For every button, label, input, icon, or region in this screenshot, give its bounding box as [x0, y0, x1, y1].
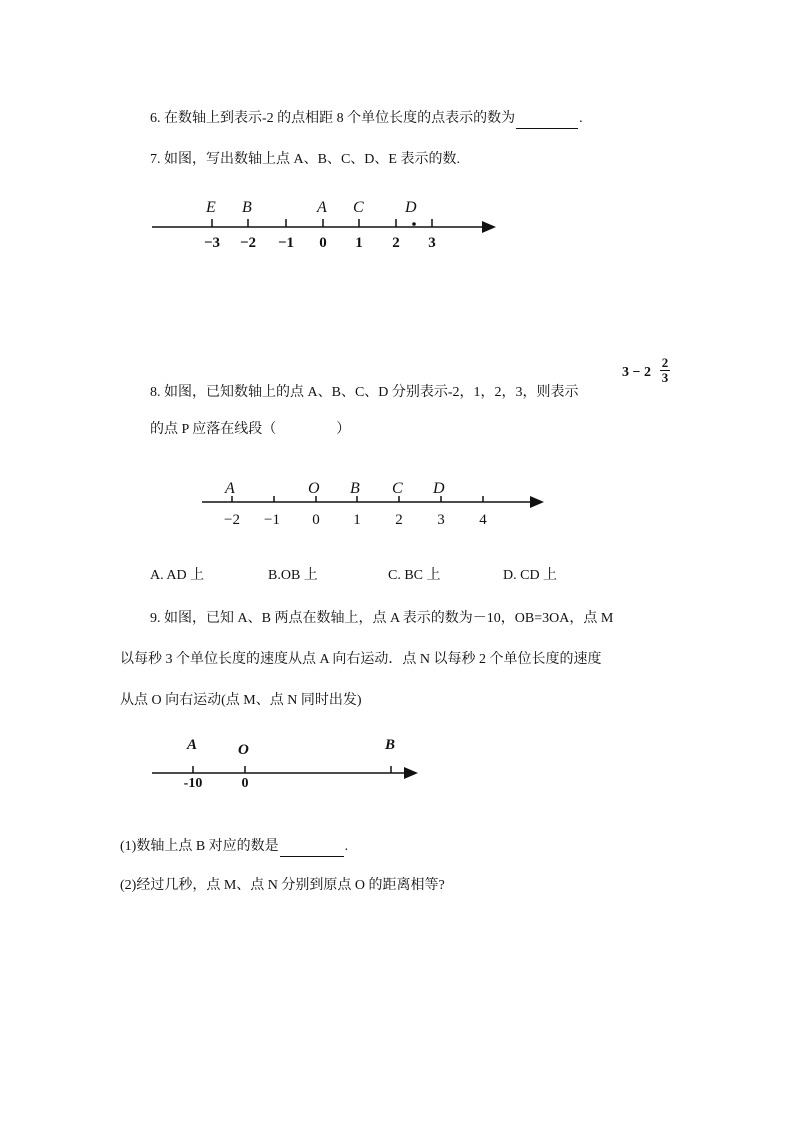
q9-point-label: O [238, 742, 249, 758]
q7-number-line [152, 199, 496, 251]
q7-point-label: C [353, 199, 364, 216]
q7-point-label: B [242, 199, 252, 216]
q8-expression-fraction [660, 356, 670, 385]
q8-arrow [530, 496, 544, 508]
q9-point-label: A [187, 737, 198, 753]
question-8-text-line1: 8. 如图，已知数轴上的点 A、B、C、D 分别表示-2，1，2，3，则表示 [150, 385, 579, 400]
q7-point-label: D [405, 199, 417, 216]
q9-tick-label: -10 [183, 776, 203, 791]
answer-blank [280, 838, 344, 857]
question-8-text-line2-start: 的点 P 应落在线段（ [150, 422, 277, 437]
option-a: A. AD 上 [150, 568, 205, 583]
question-6-text: 6. 在数轴上到表示-2 的点相距 8 个单位长度的点表示的数为 [150, 111, 516, 126]
question-9-text-line3: 从点 O 向右运动(点 M、点 N 同时出发) [120, 693, 362, 708]
q7-tick-label: 2 [392, 235, 400, 251]
q7-point-label: A [317, 199, 327, 216]
option-b: B.OB 上 [268, 568, 318, 583]
q9-tick-label: 0 [241, 776, 249, 791]
q8-tick-label: 2 [395, 512, 403, 528]
q9-number-line [152, 737, 418, 791]
question-9-sub2: (2)经过几秒，点 M、点 N 分别到原点 O 的距离相等? [120, 878, 445, 893]
q7-point-label: E [206, 199, 216, 216]
q8-tick-label: −1 [264, 512, 280, 528]
q8-expression-whole: 3 − 2 [622, 365, 651, 380]
question-8-text-line2-end: ） [336, 422, 351, 437]
fraction-numerator: 2 [661, 355, 669, 370]
question-6-end: . [579, 111, 583, 126]
q7-tick-label: −2 [239, 235, 257, 251]
q8-tick-label: 4 [479, 512, 487, 528]
q7-tick-label: 3 [428, 235, 436, 251]
q8-tick-label: 1 [353, 512, 361, 528]
question-8-text-line2 [150, 421, 350, 439]
question-7-text: 7. 如图，写出数轴上点 A、B、C、D、E 表示的数. [150, 152, 460, 167]
fraction-denominator: 3 [661, 370, 669, 385]
q7-arrow [482, 221, 496, 233]
q8-tick-label: 3 [437, 512, 445, 528]
question-9-text-line2: 以每秒 3 个单位长度的速度从点 A 向右运动．点 N 以每秒 2 个单位长度的速度 [120, 652, 602, 667]
option-c: C. BC 上 [388, 568, 441, 583]
q9-point-label: B [385, 737, 396, 753]
q7-tick-label: −1 [277, 235, 295, 251]
q9-arrow [404, 767, 418, 779]
q8-number-line [202, 480, 544, 528]
q7-point-d-dot [412, 222, 416, 226]
question-9-sub1 [120, 838, 348, 857]
q7-tick-label: 1 [355, 235, 363, 251]
q8-tick-label: 0 [312, 512, 320, 528]
q8-point-label: C [392, 480, 403, 497]
q8-point-label: D [433, 480, 445, 497]
question-9-sub1-text: (1)数轴上点 B 对应的数是 [120, 839, 279, 854]
option-d: D. CD 上 [503, 568, 558, 583]
q7-tick-label: −3 [203, 235, 221, 251]
q8-point-label: A [225, 480, 235, 497]
question-9-text-line1: 9. 如图，已知 A、B 两点在数轴上，点 A 表示的数为－10，OB=3OA，点 M [150, 611, 614, 626]
q8-tick-label: −2 [224, 512, 240, 528]
q8-point-label: B [350, 480, 360, 497]
q8-point-label: O [308, 480, 320, 497]
q7-tick-label: 0 [319, 235, 327, 251]
question-9-sub1-end: . [344, 839, 349, 854]
